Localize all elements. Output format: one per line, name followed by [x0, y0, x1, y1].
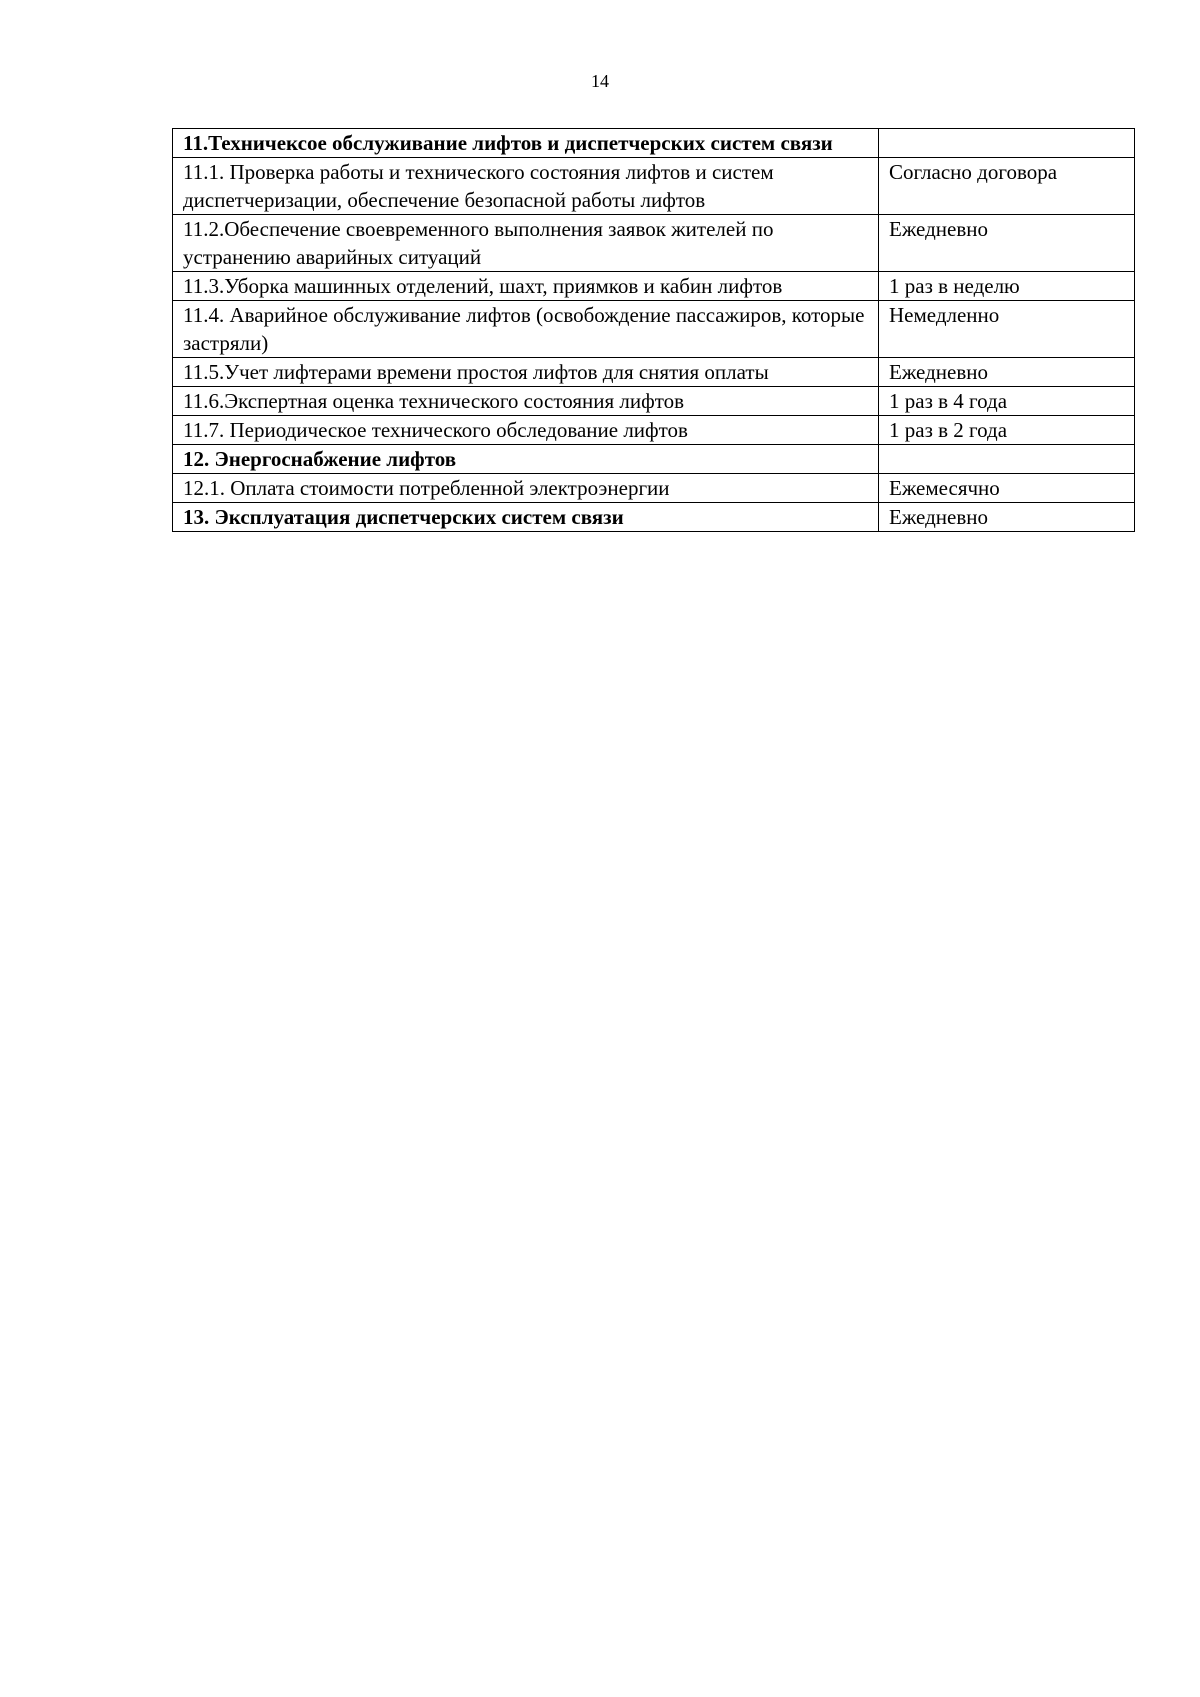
task-cell: 11.2.Обеспечение своевременного выполнения заявок жителей по устранению аварийных ситуаций: [173, 215, 879, 272]
task-cell: 11.3.Уборка машинных отделений, шахт, приямков и кабин лифтов: [173, 272, 879, 301]
task-cell: 12. Энергоснабжение лифтов: [173, 445, 879, 474]
frequency-cell: 1 раз в 2 года: [879, 416, 1135, 445]
task-cell: 13. Эксплуатация диспетчерских систем связи: [173, 503, 879, 532]
frequency-cell: Ежедневно: [879, 503, 1135, 532]
maintenance-schedule-table: [172, 128, 1135, 532]
task-cell: 11.6.Экспертная оценка технического состояния лифтов: [173, 387, 879, 416]
table-row: [173, 387, 1135, 416]
table-row: [173, 272, 1135, 301]
table-row: [173, 474, 1135, 503]
table-row: [173, 358, 1135, 387]
frequency-cell: Немедленно: [879, 301, 1135, 358]
frequency-cell: [879, 129, 1135, 158]
frequency-cell: 1 раз в 4 года: [879, 387, 1135, 416]
table-row: [173, 129, 1135, 158]
frequency-cell: Согласно договора: [879, 158, 1135, 215]
task-cell: 11.5.Учет лифтерами времени простоя лифтов для снятия оплаты: [173, 358, 879, 387]
frequency-cell: Ежедневно: [879, 358, 1135, 387]
table-row: [173, 503, 1135, 532]
frequency-cell: 1 раз в неделю: [879, 272, 1135, 301]
task-cell: 11.Техничексое обслуживание лифтов и диспетчерских систем связи: [173, 129, 879, 158]
table-row: [173, 158, 1135, 215]
task-cell: 11.4. Аварийное обслуживание лифтов (освобождение пассажиров, которые застряли): [173, 301, 879, 358]
table-row: [173, 445, 1135, 474]
frequency-cell: [879, 445, 1135, 474]
task-cell: 11.1. Проверка работы и технического состояния лифтов и систем диспетчеризации, обеспечение безопасной работы лифтов: [173, 158, 879, 215]
table-row: [173, 416, 1135, 445]
frequency-cell: Ежедневно: [879, 215, 1135, 272]
frequency-cell: Ежемесячно: [879, 474, 1135, 503]
table-row: [173, 215, 1135, 272]
page-number: 14: [591, 71, 609, 91]
task-cell: 12.1. Оплата стоимости потребленной электроэнергии: [173, 474, 879, 503]
table-row: [173, 301, 1135, 358]
task-cell: 11.7. Периодическое технического обследование лифтов: [173, 416, 879, 445]
